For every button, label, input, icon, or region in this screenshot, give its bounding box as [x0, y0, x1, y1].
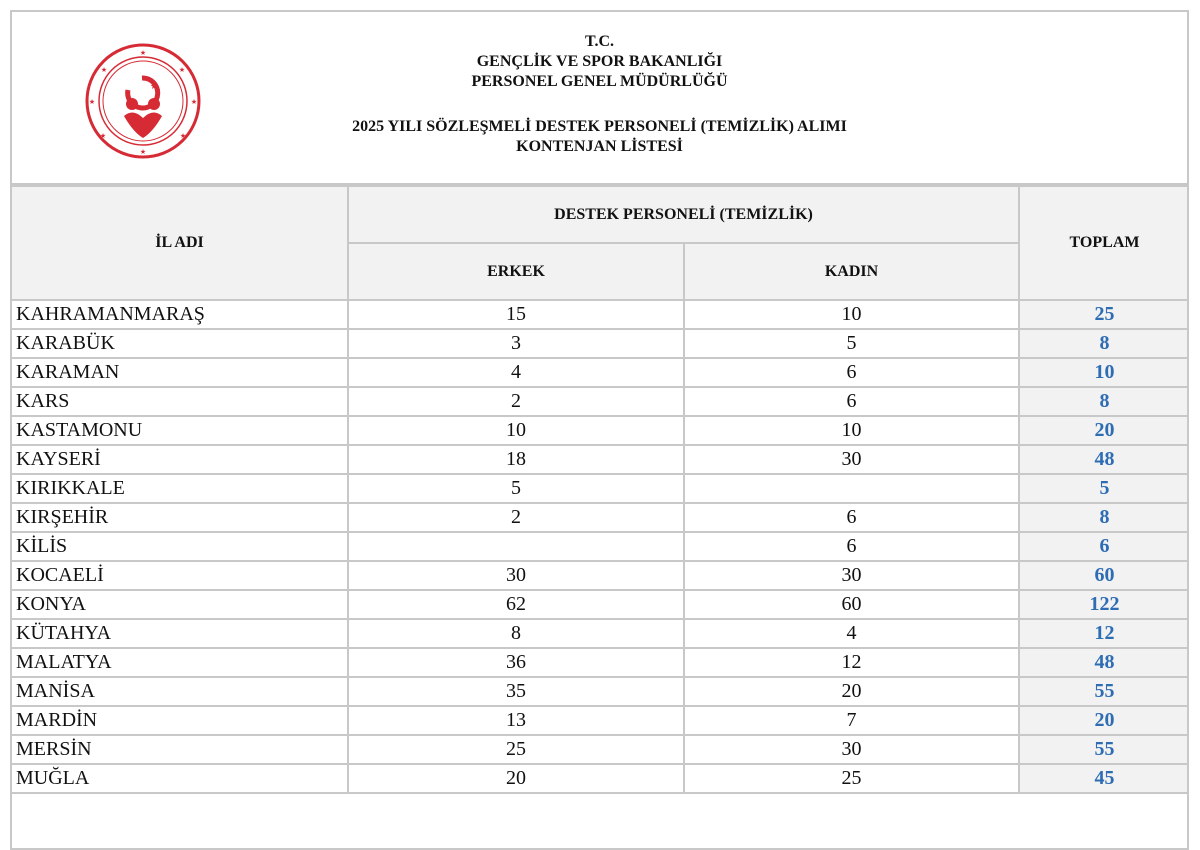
cell-il: MANİSA: [11, 677, 348, 706]
cell-erkek: 20: [348, 764, 684, 793]
cell-il: KIRIKKALE: [11, 474, 348, 503]
table-row: [11, 445, 1189, 474]
cell-kadin: 12: [684, 648, 1019, 677]
cell-erkek: 35: [348, 677, 684, 706]
cell-kadin: [684, 474, 1019, 503]
cell-erkek: 4: [348, 358, 684, 387]
table-row: [11, 561, 1189, 590]
table-row: [11, 532, 1189, 561]
cell-il: KIRŞEHİR: [11, 503, 348, 532]
table-row: [11, 300, 1189, 329]
cell-erkek: 36: [348, 648, 684, 677]
cell-toplam: 8: [1019, 387, 1189, 416]
cell-toplam: 6: [1019, 532, 1189, 561]
svg-text:★: ★: [190, 98, 198, 106]
cell-kadin: 6: [684, 532, 1019, 561]
cell-il: KİLİS: [11, 532, 348, 561]
table-row: [11, 764, 1189, 793]
cell-toplam: 10: [1019, 358, 1189, 387]
cell-erkek: 8: [348, 619, 684, 648]
cell-il: KARAMAN: [11, 358, 348, 387]
table-row: [11, 619, 1189, 648]
cell-il: KARS: [11, 387, 348, 416]
table-row: [11, 329, 1189, 358]
cell-il: KOCAELİ: [11, 561, 348, 590]
cell-kadin: 20: [684, 677, 1019, 706]
cell-il: KONYA: [11, 590, 348, 619]
document-header: [12, 12, 1187, 185]
table-row: [11, 706, 1189, 735]
table-row: [11, 648, 1189, 677]
cell-erkek: 2: [348, 503, 684, 532]
cell-il: KASTAMONU: [11, 416, 348, 445]
cell-toplam: 12: [1019, 619, 1189, 648]
cell-erkek: 5: [348, 474, 684, 503]
header-kadin: KADIN: [684, 243, 1019, 300]
cell-erkek: [348, 532, 684, 561]
table-row: [11, 387, 1189, 416]
cell-erkek: 3: [348, 329, 684, 358]
title-ministry: GENÇLİK VE SPOR BAKANLIĞI: [476, 53, 723, 70]
cell-il: MARDİN: [11, 706, 348, 735]
svg-text:★: ★: [178, 66, 186, 74]
cell-il: KAHRAMANMARAŞ: [11, 300, 348, 329]
cell-kadin: 30: [684, 445, 1019, 474]
cell-il: KÜTAHYA: [11, 619, 348, 648]
cell-il: KAYSERİ: [11, 445, 348, 474]
table-row: [11, 590, 1189, 619]
cell-toplam: 45: [1019, 764, 1189, 793]
cell-toplam: 8: [1019, 329, 1189, 358]
svg-text:★: ★: [139, 49, 147, 57]
cell-erkek: 2: [348, 387, 684, 416]
cell-il: KARABÜK: [11, 329, 348, 358]
title-directorate: PERSONEL GENEL MÜDÜRLÜĞÜ: [471, 73, 728, 90]
table-row: [11, 474, 1189, 503]
cell-toplam: 20: [1019, 416, 1189, 445]
svg-text:★: ★: [100, 66, 108, 74]
cell-kadin: 10: [684, 416, 1019, 445]
cell-erkek: 13: [348, 706, 684, 735]
table-row: [11, 416, 1189, 445]
cell-kadin: 10: [684, 300, 1019, 329]
table-row: [11, 358, 1189, 387]
cell-erkek: 62: [348, 590, 684, 619]
cell-kadin: 4: [684, 619, 1019, 648]
svg-text:★: ★: [150, 82, 159, 92]
svg-text:★: ★: [99, 132, 107, 140]
document-title-block: [12, 32, 1187, 157]
cell-erkek: 18: [348, 445, 684, 474]
header-destek-personeli: DESTEK PERSONELİ (TEMİZLİK): [348, 186, 1019, 243]
table-row: [11, 503, 1189, 532]
svg-text:★: ★: [88, 98, 96, 106]
table-row: [11, 735, 1189, 764]
cell-kadin: 60: [684, 590, 1019, 619]
header-toplam: TOPLAM: [1019, 186, 1189, 300]
title-tc: T.C.: [584, 33, 615, 50]
cell-erkek: 25: [348, 735, 684, 764]
cell-kadin: 30: [684, 735, 1019, 764]
cell-kadin: 5: [684, 329, 1019, 358]
svg-text:★: ★: [179, 132, 187, 140]
cell-toplam: 8: [1019, 503, 1189, 532]
cell-toplam: 55: [1019, 735, 1189, 764]
cell-toplam: 122: [1019, 590, 1189, 619]
title-recruitment: 2025 YILI SÖZLEŞMELİ DESTEK PERSONELİ (TEMİZLİK) ALIMI: [352, 118, 847, 135]
cell-il: MALATYA: [11, 648, 348, 677]
cell-toplam: 25: [1019, 300, 1189, 329]
svg-text:★: ★: [139, 148, 147, 156]
cell-erkek: 30: [348, 561, 684, 590]
cell-kadin: 6: [684, 358, 1019, 387]
cell-toplam: 20: [1019, 706, 1189, 735]
cell-toplam: 55: [1019, 677, 1189, 706]
cell-kadin: 25: [684, 764, 1019, 793]
cell-erkek: 15: [348, 300, 684, 329]
cell-toplam: 48: [1019, 445, 1189, 474]
cell-kadin: 7: [684, 706, 1019, 735]
cell-erkek: 10: [348, 416, 684, 445]
quota-table: [10, 185, 1189, 794]
header-erkek: ERKEK: [348, 243, 684, 300]
cell-il: MUĞLA: [11, 764, 348, 793]
cell-kadin: 30: [684, 561, 1019, 590]
title-quota-list: KONTENJAN LİSTESİ: [516, 138, 683, 155]
table-row: [11, 677, 1189, 706]
cell-kadin: 6: [684, 387, 1019, 416]
cell-kadin: 6: [684, 503, 1019, 532]
cell-toplam: 5: [1019, 474, 1189, 503]
cell-toplam: 48: [1019, 648, 1189, 677]
document-page: [10, 10, 1189, 850]
header-il-adi: İL ADI: [11, 186, 348, 300]
cell-il: MERSİN: [11, 735, 348, 764]
cell-toplam: 60: [1019, 561, 1189, 590]
